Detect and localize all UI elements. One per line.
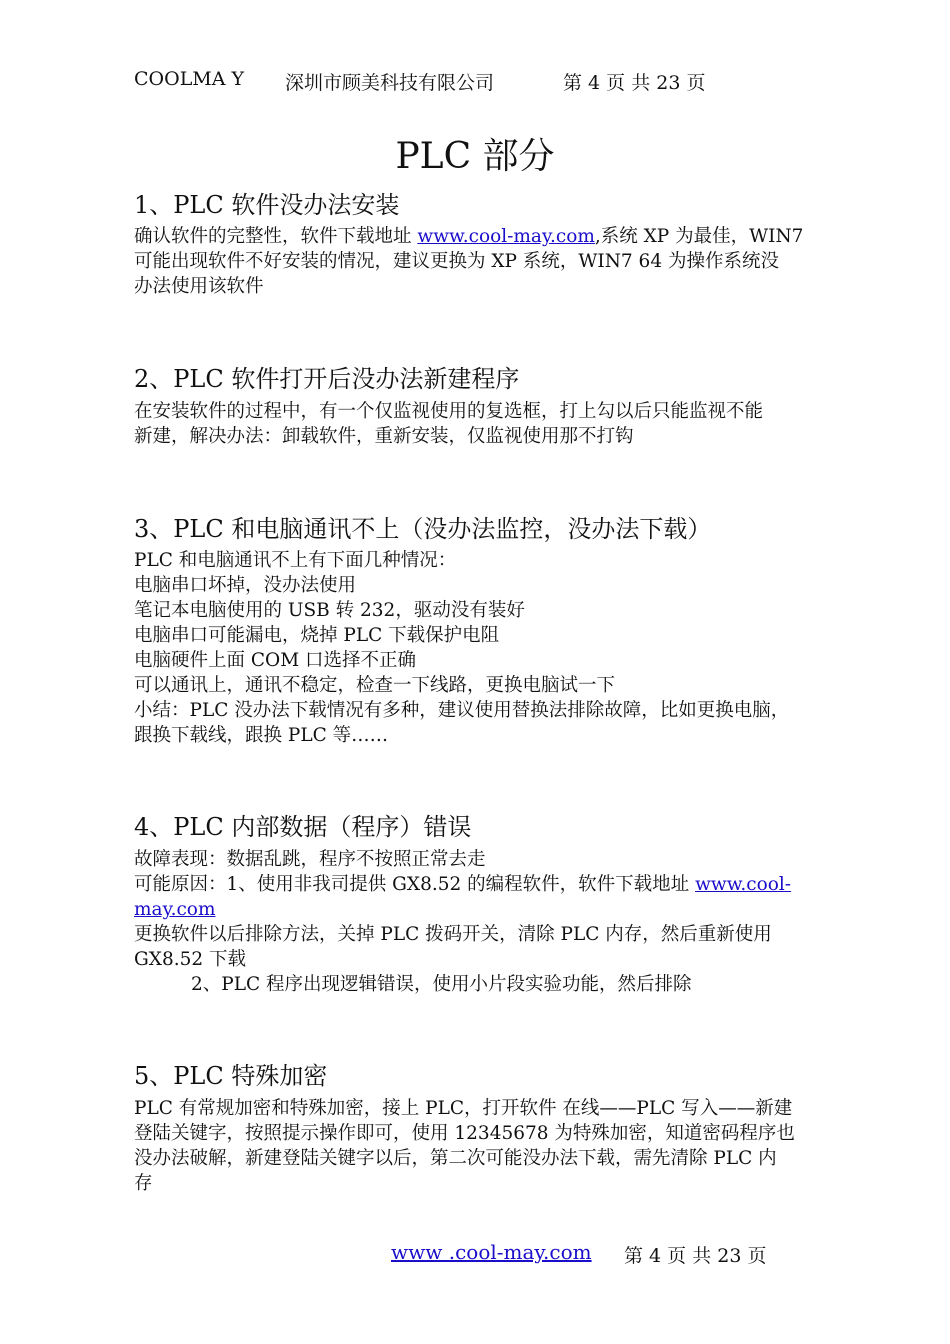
- section-4-line-4: 更换软件以后排除方法，关掉 PLC 拨码开关，清除 PLC 内存，然后重新使用: [134, 924, 772, 945]
- section-4-text: 可能原因：1、使用非我司提供 GX8.52 的编程软件，软件下载地址: [134, 874, 696, 895]
- download-link[interactable]: www.cool-may.com: [417, 226, 595, 247]
- section-3-line: PLC 和电脑通讯不上有下面几种情况：: [134, 550, 457, 571]
- section-5-line: 登陆关键字，按照提示操作即可，使用 12345678 为特殊加密，知道密码程序也: [134, 1123, 795, 1144]
- section-1-heading: 1、PLC 软件没办法安装: [134, 191, 400, 219]
- section-2-heading: 2、PLC 软件打开后没办法新建程序: [134, 365, 520, 393]
- section-3-line: 电脑串口可能漏电，烧掉 PLC 下载保护电阻: [134, 625, 500, 646]
- header-page-number: 第 4 页 共 23 页: [563, 72, 706, 94]
- section-1-line-3: 办法使用该软件: [134, 276, 264, 297]
- section-4-line-6: 2、PLC 程序出现逻辑错误，使用小片段实验功能，然后排除: [191, 974, 692, 995]
- section-5-line: 存: [134, 1173, 153, 1194]
- section-5-line: PLC 有常规加密和特殊加密，接上 PLC，打开软件 在线——PLC 写入——新建: [134, 1098, 793, 1119]
- section-3-line: 跟换下载线，跟换 PLC 等……: [134, 725, 389, 746]
- section-3-line: 电脑串口坏掉，没办法使用: [134, 575, 357, 596]
- section-3-line: 笔记本电脑使用的 USB 转 232，驱动没有装好: [134, 600, 525, 621]
- section-1-text-b: ,系统 XP 为最佳，WIN7: [594, 226, 804, 247]
- section-3-line: 可以通讯上，通讯不稳定，检查一下线路，更换电脑试一下: [134, 675, 616, 696]
- download-link-part-1[interactable]: www.cool-: [695, 874, 792, 895]
- section-3-heading: 3、PLC 和电脑通讯不上（没办法监控，没办法下载）: [134, 515, 712, 543]
- section-5-heading: 5、PLC 特殊加密: [134, 1062, 328, 1090]
- footer-page-number: 第 4 页 共 23 页: [624, 1245, 767, 1267]
- page-title: PLC 部分: [395, 136, 555, 177]
- section-1-line-1: [134, 224, 803, 249]
- section-5-line: 没办法破解，新建登陆关键字以后，第二次可能没办法下载，需先清除 PLC 内: [134, 1148, 777, 1169]
- header-company: 深圳市顾美科技有限公司: [285, 72, 495, 94]
- section-1-line-2: 可能出现软件不好安装的情况，建议更换为 XP 系统，WIN7 64 为操作系统没: [134, 251, 779, 272]
- section-1-text-a: 确认软件的完整性，软件下载地址: [134, 226, 418, 247]
- header-brand: COOLMA Y: [134, 68, 245, 90]
- footer-link[interactable]: www .cool-may.com: [391, 1240, 592, 1264]
- section-4-line-1: 故障表现：数据乱跳，程序不按照正常去走: [134, 849, 486, 870]
- section-4-heading: 4、PLC 内部数据（程序）错误: [134, 813, 472, 841]
- section-4-line-3: [134, 897, 216, 922]
- download-link-part-2[interactable]: may.com: [134, 899, 216, 920]
- section-3-line: 小结：PLC 没办法下载情况有多种，建议使用替换法排除故障，比如更换电脑，: [134, 700, 790, 721]
- section-3-line: 电脑硬件上面 COM 口选择不正确: [134, 650, 417, 671]
- section-4-line-2: [134, 872, 791, 897]
- section-4-line-5: GX8.52 下载: [134, 949, 247, 970]
- section-2-line-2: 新建，解决办法：卸载软件，重新安装，仅监视使用那不打钩: [134, 426, 634, 447]
- section-2-line-1: 在安装软件的过程中，有一个仅监视使用的复选框，打上勾以后只能监视不能: [134, 401, 764, 422]
